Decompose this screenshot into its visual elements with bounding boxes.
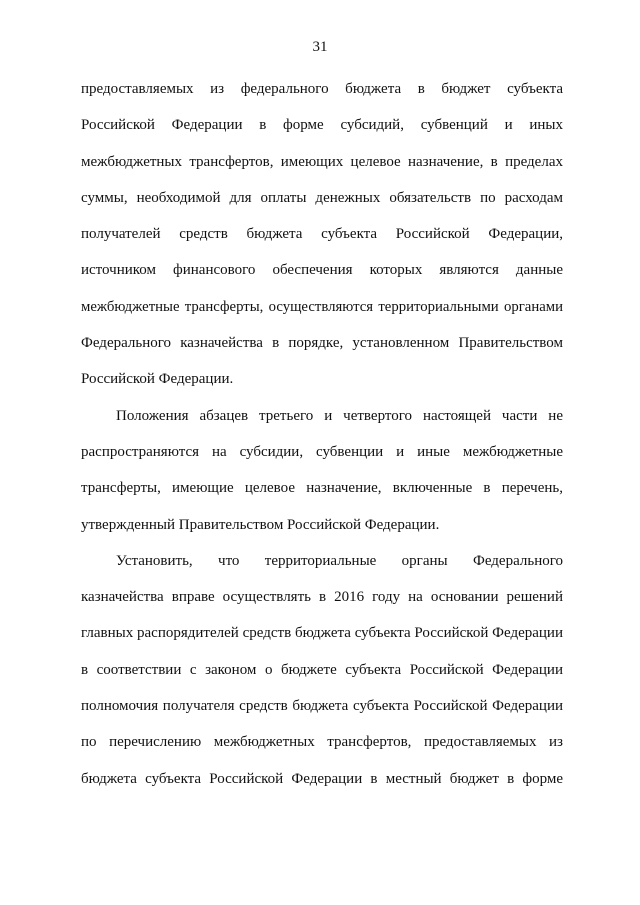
text-line: полномочия получателя средств бюджета субъекта Российской Федерации [81,698,563,715]
text-line: Российской Федерации в форме субсидий, субвенций и иных [81,117,563,134]
text-line: суммы, необходимой для оплаты денежных обязательств по расходам [81,189,563,206]
text-line: Федерального казначейства в порядке, установленном Правительством [81,335,563,352]
text-line: получателей средств бюджета субъекта Российской Федерации, [81,226,563,243]
text-line: межбюджетных трансфертов, имеющих целевое назначение, в пределах [81,153,563,170]
text-line: утвержденный Правительством Российской Федерации. [81,516,440,533]
text-line: Российской Федерации. [81,371,234,388]
document-body [81,71,563,797]
text-line: распространяются на субсидии, субвенции и иные межбюджетные [81,443,563,460]
text-line: в соответствии с законом о бюджете субъекта Российской Федерации [81,661,563,678]
text-line: Положения абзацев третьего и четвертого настоящей части не [116,407,563,424]
text-line: трансферты, имеющие целевое назначение, включенные в перечень, [81,480,563,497]
text-line: казначейства вправе осуществлять в 2016 году на основании решений [81,589,563,606]
text-line: межбюджетные трансферты, осуществляются территориальными органами [81,298,563,315]
text-line: бюджета субъекта Российской Федерации в местный бюджет в форме [81,770,563,787]
paragraph-1 [81,71,563,398]
paragraph-2 [81,398,563,543]
text-line: Установить, что территориальные органы Федерального [116,552,563,569]
text-line: источником финансового обеспечения которых являются данные [81,262,563,279]
paragraph-3 [81,543,563,797]
text-line: главных распорядителей средств бюджета субъекта Российской Федерации [81,625,563,642]
page-number: 31 [312,39,328,55]
text-line: предоставляемых из федерального бюджета в бюджет субъекта [81,81,563,97]
text-line: по перечислению межбюджетных трансфертов, предоставляемых из [81,734,563,751]
